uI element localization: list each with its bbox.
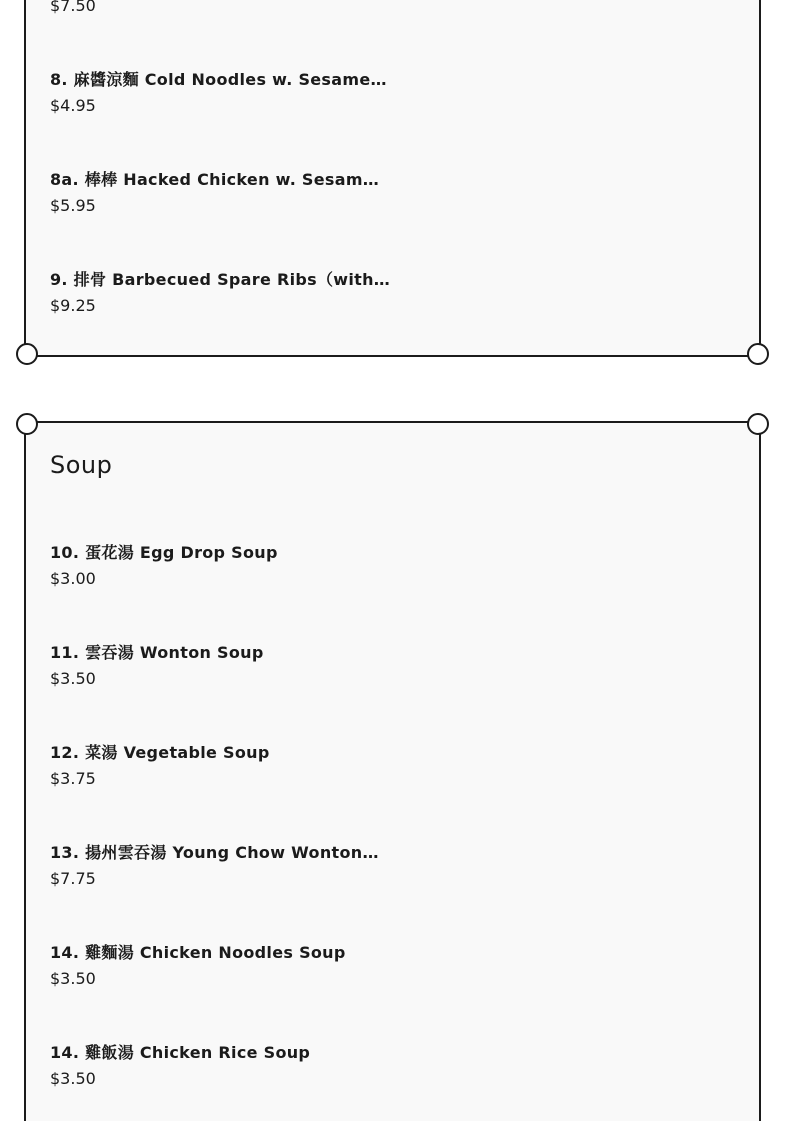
section-title: Soup bbox=[50, 451, 113, 479]
menu-item-price: $5.95 bbox=[50, 196, 96, 215]
menu-item-price: $7.75 bbox=[50, 869, 96, 888]
menu-item-name: 12. 菜湯 Vegetable Soup bbox=[50, 743, 270, 762]
menu-item-price: $3.50 bbox=[50, 969, 96, 988]
menu-item-price: $7.50 bbox=[50, 0, 96, 15]
card-corner-notch bbox=[747, 343, 769, 365]
menu-item-price: $3.00 bbox=[50, 569, 96, 588]
soup-section-card bbox=[24, 421, 761, 1121]
menu-item-price: $3.50 bbox=[50, 1069, 96, 1088]
menu-item[interactable] bbox=[50, 843, 379, 889]
card-corner-notch bbox=[16, 343, 38, 365]
card-corner-notch bbox=[16, 413, 38, 435]
menu-item-name: 13. 揚州雲吞湯 Young Chow Wonton… bbox=[50, 843, 379, 862]
menu-item[interactable] bbox=[50, 270, 391, 316]
menu-item-name: 11. 雲吞湯 Wonton Soup bbox=[50, 643, 264, 662]
menu-item-name: 8a. 棒棒 Hacked Chicken w. Sesam… bbox=[50, 170, 380, 189]
menu-item[interactable] bbox=[50, 943, 350, 989]
menu-item-name: 8. 麻醬涼麵 Cold Noodles w. Sesame… bbox=[50, 70, 387, 89]
menu-item-name: 10. 蛋花湯 Egg Drop Soup bbox=[50, 543, 278, 562]
menu-item[interactable] bbox=[50, 743, 350, 789]
menu-item-price: $9.25 bbox=[50, 296, 96, 315]
menu-item[interactable] bbox=[50, 643, 350, 689]
menu-item-name: 9. 排骨 Barbecued Spare Ribs（with… bbox=[50, 270, 391, 289]
menu-item[interactable] bbox=[50, 1043, 350, 1089]
menu-item-price: $3.50 bbox=[50, 669, 96, 688]
menu-item[interactable] bbox=[50, 170, 380, 216]
menu-item-price: $4.95 bbox=[50, 96, 96, 115]
menu-item-price: $3.75 bbox=[50, 769, 96, 788]
menu-item-name: 14. 雞飯湯 Chicken Rice Soup bbox=[50, 1043, 311, 1062]
menu-item[interactable] bbox=[50, 543, 350, 589]
appetizer-section-card bbox=[24, 0, 761, 357]
menu-item-name: 14. 雞麵湯 Chicken Noodles Soup bbox=[50, 943, 346, 962]
menu-item[interactable] bbox=[50, 70, 387, 116]
card-corner-notch bbox=[747, 413, 769, 435]
